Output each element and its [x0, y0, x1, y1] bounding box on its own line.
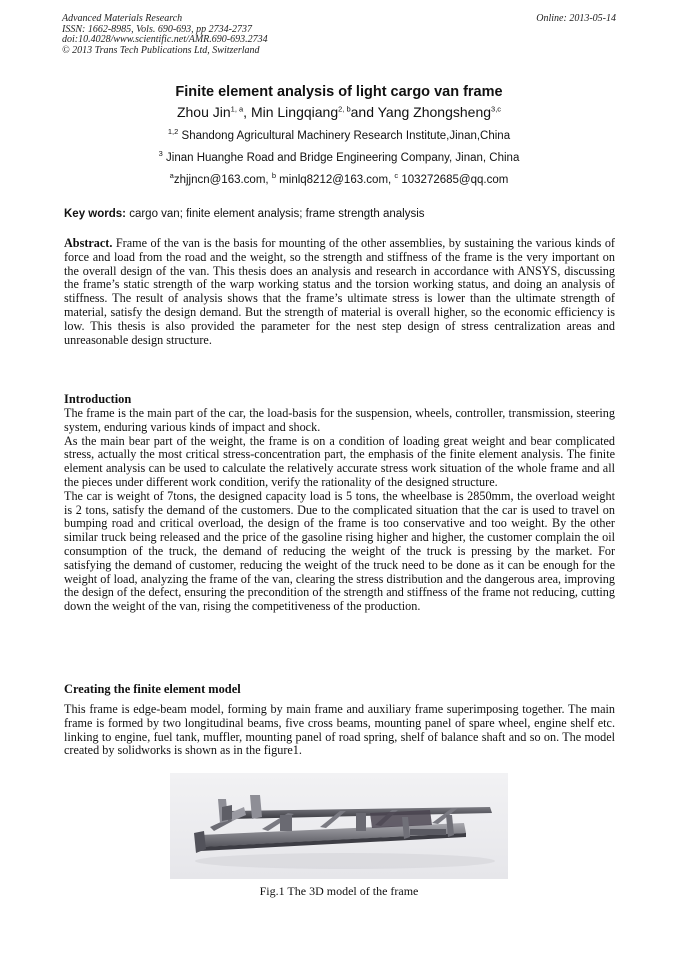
- journal-header: [62, 14, 616, 56]
- keywords-line: [64, 208, 616, 220]
- keywords-label: Key words:: [64, 208, 126, 220]
- fem-section-heading: Creating the finite element model: [64, 682, 241, 696]
- introduction-body: [64, 407, 615, 614]
- affiliation-text: Jinan Huanghe Road and Bridge Engineering Company, Jinan, China: [162, 152, 520, 164]
- issn-line: ISSN: 1662-8985, Vols. 690-693, pp 2734-2737: [62, 23, 252, 35]
- frame-model-drawing: [170, 773, 508, 879]
- email-a: zhjjncn@163.com,: [173, 174, 272, 186]
- introduction-paragraph-2: As the main bear part of the weight, the frame is on a condition of loading great weight and bear complicated stress, actually the most critical stress-concentration part, the emphasis of the finite element analysis. The finite element analysis can be used to calculate the relatively accurate stress work situation of the whole frame and all the pieces under different work condition, verify the rationality of the designed structure.: [64, 433, 615, 489]
- figure-caption: Fig.1 The 3D model of the frame: [259, 884, 419, 898]
- keywords-text: cargo van; finite element analysis; frame strength analysis: [126, 208, 425, 220]
- email-c: 103272685@qq.com: [398, 174, 509, 186]
- author-line: [0, 104, 678, 120]
- author-name: and Yang Zhongsheng: [350, 104, 492, 120]
- affiliation-2: [0, 149, 678, 164]
- introduction-paragraph-1: The frame is the main part of the car, the load-basis for the suspension, wheels, controller, transmission, steering system, enduring various kinds of impact and shock.: [64, 406, 615, 434]
- email-line: [0, 171, 678, 186]
- author-superscript: 3,c: [491, 104, 502, 114]
- copyright-line: © 2013 Trans Tech Publications Ltd, Switzerland: [62, 44, 260, 56]
- email-superscript: b: [271, 171, 276, 181]
- email-b: minlq8212@163.com,: [275, 174, 395, 186]
- author-superscript: 1, a: [230, 104, 244, 114]
- affiliation-1: [0, 127, 678, 142]
- abstract-label: Abstract.: [64, 236, 113, 250]
- author-superscript: 2, b: [338, 104, 351, 114]
- affiliation-superscript: 3: [158, 149, 163, 159]
- abstract-text: Frame of the van is the basis for mounting of the other assemblies, by sustaining the various kinds of force and load from the road and the weight, so the strength and stiffness of the frame is the very important on the overall design of the van. This thesis does an analysis and research in accordance with ANSYS, discussing the frame’s static strength of the warp working status and the torsion working status, and doing an analysis of stiffness. The result of analysis shows that the frame’s ultimate stress is lower than the ultimate strength of material, satisfy the design demand. But the strength of material is overall higher, so the economic efficiency is low. This thesis is also provided the parameter for the nest step design of stress centralization areas and unreasonable design structure.: [64, 236, 615, 347]
- doi-line: doi:10.4028/www.scientific.net/AMR.690-693.2734: [62, 34, 268, 45]
- abstract-block: [64, 237, 615, 347]
- affiliation-text: Shandong Agricultural Machinery Research Institute,Jinan,China: [178, 130, 511, 142]
- introduction-paragraph-3: The car is weight of 7tons, the designed capacity load is 5 tons, the wheelbase is 2850mm, the overload weight is 2 tons, satisfy the demand of the customers. Due to the complicated situation that the car is used to travel on bumping road and critical overload, the design of the frame is too conservative and too weight. By the other similar truck being released and the price of the gasoline rising higher and higher, the customer complain the oil consumption of the truck, the demand of reducing the weight of the truck is pressing by the market. For satisfying the demand of customer, reducing the weight of the truck need to be done as it can be enough for the weight of load, analyzing the frame of the van, clearing the stress distribution and the dangerous area, improving the design of the defect, ensuring the precondition of the strength and stiffness of the frame not reducing, cutting down the weight of the van, rising the competitiveness of the production.: [64, 488, 615, 614]
- author-name: Zhou Jin: [176, 104, 231, 120]
- introduction-heading: Introduction: [64, 392, 132, 406]
- fem-section-body: [64, 703, 615, 758]
- author-name: , Min Lingqiang: [243, 104, 339, 120]
- affiliation-superscript: 1,2: [167, 127, 179, 137]
- online-date: Online: 2013-05-14: [536, 13, 616, 24]
- email-superscript: a: [169, 171, 174, 181]
- journal-name: Advanced Materials Research: [62, 13, 183, 24]
- paper-title: Finite element analysis of light cargo van frame: [175, 84, 503, 100]
- fem-section-paragraph-1: This frame is edge-beam model, forming by main frame and auxiliary frame superimposing together. The main frame is formed by two longitudinal beams, five cross beams, mounting panel of spare wheel, engine shelf etc. linking to engine, fuel tank, muffler, mounting panel of road spring, shelf of balance shaft and so on. The model created by solidworks is shown as in the figure1.: [64, 702, 615, 758]
- frame-3d-model-figure: [170, 773, 508, 879]
- email-superscript: c: [394, 171, 399, 181]
